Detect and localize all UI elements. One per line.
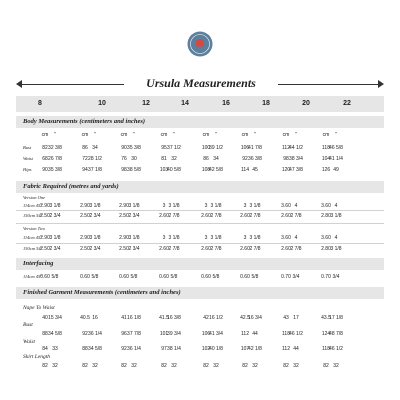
value-cell: 2 3/4 [128, 246, 140, 252]
unit-cell: " [254, 132, 256, 138]
value-cell: 32 [171, 363, 177, 369]
value-cell: 82 [242, 363, 248, 369]
value-cell: 118 [282, 331, 290, 337]
fabric-v1-row [0, 211, 400, 221]
value-cell: 2 7/8 [249, 213, 261, 219]
value-cell: 0.60 [40, 274, 50, 280]
finished-row-skirt [0, 361, 400, 371]
value-cell: 126 [321, 167, 331, 173]
value-cell: 42 1/8 [248, 346, 262, 352]
units-row [0, 130, 400, 140]
value-cell: 2 3/4 [49, 246, 61, 252]
unit-cell: " [335, 132, 337, 138]
value-cell: 3 1/8 [249, 203, 261, 209]
unit-cell: " [94, 132, 96, 138]
value-cell: 112 [282, 145, 290, 151]
value-cell: 35 3/8 [127, 145, 141, 151]
value-cell: 82 [323, 363, 329, 369]
value-cell: 95 [161, 145, 167, 151]
value-cell: 3 [204, 203, 208, 209]
size-label: 16 [222, 100, 230, 107]
value-cell: 104 [321, 156, 331, 162]
value-cell: 82 [42, 145, 48, 151]
value-cell: 2 7/8 [249, 246, 261, 252]
value-cell: 118 [322, 145, 330, 151]
value-cell: 2 3/4 [49, 213, 61, 219]
value-cell: 33 [52, 346, 58, 352]
value-cell: 34 [213, 156, 219, 162]
row-label: 114cm 45" [23, 274, 43, 279]
value-cell: 3 [243, 203, 247, 209]
value-cell: 82 [121, 363, 127, 369]
value-cell: 2 7/8 [210, 213, 222, 219]
value-cell: 32 [293, 363, 299, 369]
value-cell: 4 [334, 203, 338, 209]
body-row-bust [0, 143, 400, 153]
value-cell: 3.60 [321, 203, 331, 209]
unit-cell: cm [81, 132, 89, 138]
value-cell: 3 [204, 235, 208, 241]
value-cell: 17 1/8 [329, 315, 343, 321]
value-cell: 82 [82, 363, 88, 369]
size-label: 10 [98, 100, 106, 107]
fabric-v2-row [0, 244, 400, 254]
value-cell: 39 1/2 [209, 145, 223, 151]
value-cell: 3 1/8 [330, 213, 342, 219]
value-cell: 15 3/4 [48, 315, 62, 321]
value-cell: 90 [121, 145, 127, 151]
unit-cell: " [54, 132, 56, 138]
value-cell: 2 3/4 [89, 246, 101, 252]
section-band [16, 258, 384, 270]
value-cell: 3 1/8 [330, 246, 342, 252]
value-cell: 103 [159, 167, 169, 173]
row-label: Waist [23, 339, 36, 345]
value-cell: 5/8 [170, 274, 178, 280]
value-cell: 0.70 [281, 274, 291, 280]
value-cell: 26 7/8 [48, 156, 62, 162]
value-cell: 0.60 [80, 274, 90, 280]
title-line-left [20, 84, 124, 85]
value-cell: 92 [242, 156, 248, 162]
value-cell: 16 3/4 [248, 315, 262, 321]
value-cell: 2.60 [201, 246, 211, 252]
value-cell: 40 5/8 [167, 167, 181, 173]
section-heading-fabric: Fabric Required (metres and yards) [23, 183, 119, 190]
body-row-hips [0, 165, 400, 175]
value-cell: 106 [240, 145, 250, 151]
value-cell: 32 [92, 363, 98, 369]
value-cell: 3 1/8 [128, 203, 140, 209]
value-cell: 3 1/8 [89, 235, 101, 241]
value-cell: 42 [203, 315, 209, 321]
unit-cell: cm [322, 132, 330, 138]
size-label: 22 [343, 100, 351, 107]
value-cell: 43.5 [321, 315, 331, 321]
value-cell: 2.50 [40, 213, 50, 219]
value-cell: 16 3/8 [167, 315, 181, 321]
unit-cell: cm [241, 132, 249, 138]
value-cell: 46 1/2 [289, 331, 303, 337]
row-label: Waist [23, 156, 33, 161]
sew-over-it-logo-icon [187, 31, 213, 57]
value-cell: 2.90 [80, 235, 90, 241]
value-cell: 0.60 [201, 274, 211, 280]
value-cell: 92 [121, 346, 127, 352]
value-cell: 47 3/8 [289, 167, 303, 173]
value-cell: 49 [333, 167, 339, 173]
value-cell: 3 [243, 235, 247, 241]
value-cell: 84 [42, 346, 48, 352]
value-cell: 16 1/8 [127, 315, 141, 321]
value-cell: 5/8 [251, 274, 259, 280]
size-label: 8 [38, 100, 42, 107]
value-cell: 32 [333, 363, 339, 369]
value-cell: 40 [42, 315, 48, 321]
section-heading-body: Body Measurements (centimeters and inches) [23, 118, 146, 125]
size-label: 20 [302, 100, 310, 107]
value-cell: 2.90 [80, 203, 90, 209]
value-cell: 41 [121, 315, 127, 321]
value-cell: 107 [240, 346, 250, 352]
value-cell: 43 [283, 315, 289, 321]
value-cell: 0.60 [159, 274, 169, 280]
unit-cell: " [215, 132, 217, 138]
value-cell: 42 5/8 [209, 167, 223, 173]
value-cell: 32 [52, 363, 58, 369]
value-cell: 32 [171, 156, 177, 162]
value-cell: 3/4 [332, 274, 340, 280]
value-cell: 3.60 [281, 203, 291, 209]
value-cell: 2.50 [119, 246, 129, 252]
value-cell: 36 1/4 [127, 346, 141, 352]
value-cell: 3 1/8 [168, 203, 180, 209]
value-cell: 3.60 [281, 235, 291, 241]
value-cell: 97 [161, 346, 167, 352]
value-cell: 5/8 [130, 274, 138, 280]
value-cell: 38 3/4 [289, 156, 303, 162]
value-cell: 112 [241, 331, 249, 337]
row-label: Hips [23, 167, 32, 172]
sizes-header [16, 97, 384, 111]
value-cell: 82 [283, 363, 289, 369]
value-cell: 34 5/8 [88, 346, 102, 352]
value-cell: 86 [82, 145, 88, 151]
value-cell: 38 5/8 [127, 167, 141, 173]
value-cell: 3 1/8 [128, 235, 140, 241]
row-label: Skirt Length [23, 354, 51, 360]
row-label: Bust [23, 322, 33, 328]
value-cell: 37 1/2 [167, 145, 181, 151]
unit-cell: " [173, 132, 175, 138]
value-cell: 88 [82, 346, 88, 352]
value-cell: 34 5/8 [48, 331, 62, 337]
value-cell: 92 [82, 331, 88, 337]
value-cell: 76 [121, 156, 127, 162]
value-cell: 106 [201, 331, 211, 337]
row-label: 114cm 45" [23, 235, 43, 240]
value-cell: 2.80 [321, 246, 331, 252]
value-cell: 41 7/8 [248, 145, 262, 151]
value-cell: 2 3/4 [128, 213, 140, 219]
section-heading-finished: Finished Garment Measurements (centimeters and inches) [23, 289, 181, 296]
value-cell: 114 [241, 167, 249, 173]
title-row [16, 76, 384, 92]
value-cell: 46 1/2 [329, 346, 343, 352]
value-cell: 39 3/4 [167, 331, 181, 337]
value-cell: 32 3/8 [48, 145, 62, 151]
value-cell: 2.50 [80, 246, 90, 252]
value-cell: 2 7/8 [210, 246, 222, 252]
value-cell: 118 [322, 346, 330, 352]
value-cell: 100 [201, 145, 211, 151]
value-cell: 2.60 [240, 213, 250, 219]
value-cell: 94 [82, 167, 88, 173]
value-cell: 36 1/4 [88, 331, 102, 337]
value-cell: 3 1/8 [210, 203, 222, 209]
page-title: Ursula Measurements [146, 76, 256, 90]
value-cell: 32 [252, 363, 258, 369]
value-cell: 2.60 [281, 246, 291, 252]
fabric-v2-row [0, 233, 400, 243]
value-cell: 4 [334, 235, 338, 241]
value-cell: 2.60 [201, 213, 211, 219]
finished-row-label [0, 303, 400, 313]
value-cell: 0.60 [240, 274, 250, 280]
section-heading-interfacing: Interfacing [23, 260, 54, 267]
value-cell: 90 [42, 167, 48, 173]
unit-cell: cm [282, 132, 290, 138]
value-cell: 44 [252, 331, 258, 337]
value-cell: 35 3/8 [48, 167, 62, 173]
value-cell: 120 [281, 167, 291, 173]
value-cell: 28 1/2 [88, 156, 102, 162]
value-cell: 96 [121, 331, 127, 337]
value-cell: 2.90 [119, 235, 129, 241]
value-cell: 30 [131, 156, 137, 162]
value-cell: 44 1/2 [289, 145, 303, 151]
value-cell: 3 [162, 235, 166, 241]
unit-cell: " [133, 132, 135, 138]
size-label: 18 [262, 100, 270, 107]
value-cell: 72 [82, 156, 88, 162]
value-cell: 3 1/8 [168, 235, 180, 241]
value-cell: 40 1/8 [209, 346, 223, 352]
body-row-waist [0, 154, 400, 164]
value-cell: 81 [161, 156, 167, 162]
value-cell: 3/4 [292, 274, 300, 280]
arrow-right-icon [378, 80, 384, 88]
value-cell: 2.50 [119, 213, 129, 219]
version-two-label: Version Two [23, 226, 46, 231]
value-cell: 41.5 [159, 315, 169, 321]
row-label: 150cm 54" [23, 246, 43, 251]
value-cell: 2.90 [40, 203, 50, 209]
title-line-right [278, 84, 380, 85]
value-cell: 0.70 [321, 274, 331, 280]
value-cell: 101 [159, 331, 169, 337]
unit-cell: cm [41, 132, 49, 138]
value-cell: 5/8 [212, 274, 220, 280]
value-cell: 98 [283, 156, 289, 162]
value-cell: 2.60 [159, 246, 169, 252]
value-cell: 88 [42, 331, 48, 337]
value-cell: 40.5 [80, 315, 90, 321]
value-cell: 5/8 [51, 274, 59, 280]
unit-cell: " [295, 132, 297, 138]
value-cell: 2.90 [119, 203, 129, 209]
unit-cell: cm [202, 132, 210, 138]
interfacing-row [0, 272, 400, 282]
value-cell: 32 [213, 363, 219, 369]
value-cell: 37 1/8 [88, 167, 102, 173]
value-cell: 38 1/4 [167, 346, 181, 352]
value-cell: 82 [42, 363, 48, 369]
value-cell: 3 1/8 [210, 235, 222, 241]
value-cell: 32 [131, 363, 137, 369]
unit-cell: cm [120, 132, 128, 138]
value-cell: 41 1/4 [329, 156, 343, 162]
value-cell: 2 3/4 [89, 213, 101, 219]
value-cell: 48 7/8 [329, 331, 343, 337]
value-cell: 3.60 [321, 235, 331, 241]
value-cell: 86 [203, 156, 209, 162]
value-cell: 37 7/8 [127, 331, 141, 337]
size-label: 12 [142, 100, 150, 107]
row-label: Nape To Waist [23, 305, 55, 311]
value-cell: 4 [294, 203, 298, 209]
value-cell: 124 [321, 331, 331, 337]
value-cell: 3 1/8 [49, 203, 61, 209]
value-cell: 82 [203, 363, 209, 369]
value-cell: 68 [42, 156, 48, 162]
value-cell: 2 7/8 [168, 246, 180, 252]
value-cell: 2 7/8 [290, 213, 302, 219]
value-cell: 16 [92, 315, 98, 321]
value-cell: 2.60 [281, 213, 291, 219]
value-cell: 2.50 [40, 246, 50, 252]
value-cell: 4 [294, 235, 298, 241]
value-cell: 2.50 [80, 213, 90, 219]
value-cell: 46 5/8 [329, 145, 343, 151]
value-cell: 34 [92, 145, 98, 151]
value-cell: 2.60 [240, 246, 250, 252]
value-cell: 108 [201, 167, 211, 173]
unit-cell: cm [160, 132, 168, 138]
value-cell: 2 7/8 [290, 246, 302, 252]
value-cell: 0.60 [119, 274, 129, 280]
value-cell: 16 1/2 [209, 315, 223, 321]
value-cell: 3 1/8 [89, 203, 101, 209]
value-cell: 3 [162, 203, 166, 209]
row-label: 150cm 54" [23, 213, 43, 218]
value-cell: 112 [282, 346, 290, 352]
version-one-label: Version One [23, 195, 46, 200]
row-label: 114cm 45" [23, 203, 43, 208]
value-cell: 36 3/8 [248, 156, 262, 162]
value-cell: 2.80 [321, 213, 331, 219]
value-cell: 5/8 [91, 274, 99, 280]
value-cell: 3 1/8 [49, 235, 61, 241]
value-cell: 2.90 [40, 235, 50, 241]
value-cell: 98 [121, 167, 127, 173]
value-cell: 102 [201, 346, 211, 352]
value-cell: 82 [161, 363, 167, 369]
value-cell: 41 3/4 [209, 331, 223, 337]
value-cell: 2 7/8 [168, 213, 180, 219]
size-label: 14 [181, 100, 189, 107]
value-cell: 17 [293, 315, 299, 321]
value-cell: 42.5 [240, 315, 250, 321]
value-cell: 44 [293, 346, 299, 352]
value-cell: 45 [252, 167, 258, 173]
row-label: Bust [23, 145, 32, 150]
value-cell: 2.60 [159, 213, 169, 219]
value-cell: 3 1/8 [249, 235, 261, 241]
